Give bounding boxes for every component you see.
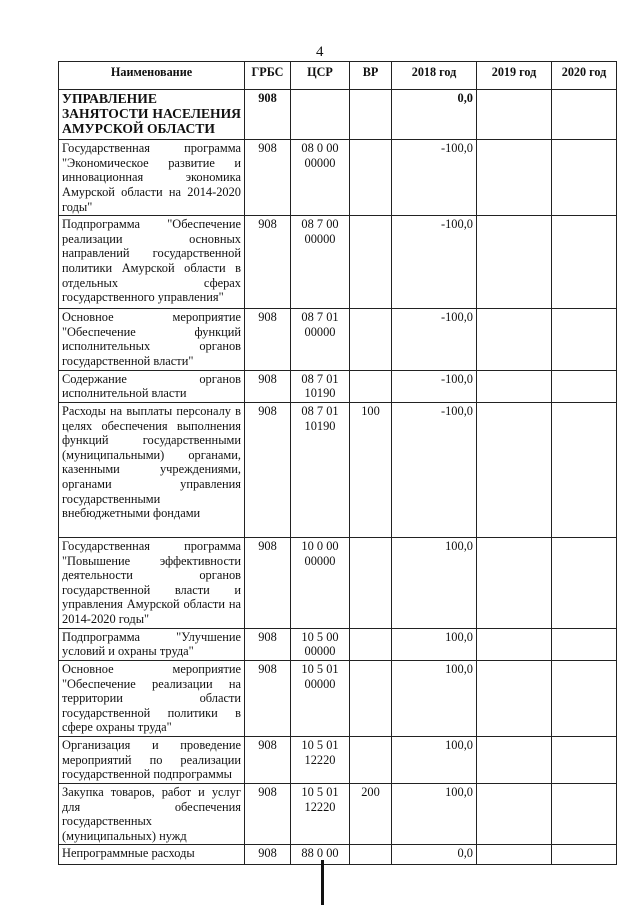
row-name: Организация и проведение мероприятий по реализации государственной подпрограммы <box>59 737 245 784</box>
table-row <box>59 370 617 402</box>
row-2018: 100,0 <box>392 628 477 660</box>
row-2020 <box>552 140 617 216</box>
row-csr: 08 7 01 10190 <box>291 370 350 402</box>
row-2019 <box>477 90 552 140</box>
row-grbs: 908 <box>245 537 291 628</box>
row-vr <box>350 216 392 309</box>
page-number: 4 <box>316 44 324 60</box>
row-grbs: 908 <box>245 628 291 660</box>
row-vr <box>350 660 392 736</box>
row-csr <box>291 90 350 140</box>
row-name: УПРАВЛЕНИЕ ЗАНЯТОСТИ НАСЕЛЕНИЯ АМУРСКОЙ ОБЛАСТИ <box>59 90 245 140</box>
row-2018: 100,0 <box>392 737 477 784</box>
row-vr <box>350 537 392 628</box>
row-name: Основное мероприятие "Обеспечение реализации на территории области государственной политики в сфере охраны труда" <box>59 660 245 736</box>
row-csr: 08 7 01 00000 <box>291 309 350 371</box>
table-row <box>59 537 617 628</box>
row-2019 <box>477 140 552 216</box>
row-grbs: 908 <box>245 370 291 402</box>
row-vr: 200 <box>350 783 392 845</box>
row-vr <box>350 90 392 140</box>
row-name: Основное мероприятие "Обеспечение функций исполнительных органов государственной власти" <box>59 309 245 371</box>
row-name: Закупка товаров, работ и услуг для обеспечения государственных (муниципальных) нужд <box>59 783 245 845</box>
row-2020 <box>552 370 617 402</box>
row-2020 <box>552 216 617 309</box>
row-csr: 10 0 00 00000 <box>291 537 350 628</box>
row-2018: -100,0 <box>392 309 477 371</box>
row-vr <box>350 737 392 784</box>
row-name: Подпрограмма "Обеспечение реализации основных направлений государственной политики Амурской области в отдельных сферах государственного управления" <box>59 216 245 309</box>
row-csr: 88 0 00 <box>291 845 350 865</box>
table-row <box>59 628 617 660</box>
row-2020 <box>552 845 617 865</box>
row-vr <box>350 140 392 216</box>
table-row <box>59 402 617 537</box>
table-row <box>59 90 617 140</box>
row-vr <box>350 370 392 402</box>
row-2018: 100,0 <box>392 660 477 736</box>
row-2019 <box>477 845 552 865</box>
row-vr <box>350 628 392 660</box>
row-csr: 10 5 01 12220 <box>291 737 350 784</box>
row-grbs: 908 <box>245 90 291 140</box>
row-name: Подпрограмма "Улучшение условий и охраны труда" <box>59 628 245 660</box>
row-vr <box>350 845 392 865</box>
row-csr: 10 5 01 12220 <box>291 783 350 845</box>
header-grbs: ГРБС <box>245 62 291 90</box>
row-grbs: 908 <box>245 783 291 845</box>
row-2019 <box>477 628 552 660</box>
header-csr: ЦСР <box>291 62 350 90</box>
row-grbs: 908 <box>245 845 291 865</box>
table-row <box>59 845 617 865</box>
table-row <box>59 737 617 784</box>
row-2020 <box>552 402 617 537</box>
budget-table <box>58 61 617 865</box>
row-name: Государственная программа "Экономическое развитие и инновационная экономика Амурской области на 2014-2020 годы" <box>59 140 245 216</box>
row-2018: 0,0 <box>392 90 477 140</box>
row-2018: -100,0 <box>392 216 477 309</box>
row-2019 <box>477 402 552 537</box>
row-2020 <box>552 660 617 736</box>
row-2019 <box>477 737 552 784</box>
row-2019 <box>477 660 552 736</box>
row-2020 <box>552 628 617 660</box>
row-2018: -100,0 <box>392 140 477 216</box>
row-csr: 08 7 00 00000 <box>291 216 350 309</box>
row-csr: 08 0 00 00000 <box>291 140 350 216</box>
row-grbs: 908 <box>245 309 291 371</box>
row-2019 <box>477 309 552 371</box>
row-2019 <box>477 537 552 628</box>
header-2020: 2020 год <box>552 62 617 90</box>
row-2019 <box>477 216 552 309</box>
header-2018: 2018 год <box>392 62 477 90</box>
row-2020 <box>552 783 617 845</box>
row-name: Расходы на выплаты персоналу в целях обеспечения выполнения функций государственными (муниципальными) органами, казенными учреждениями, органами управления государственными внебюджетными фондами <box>59 402 245 537</box>
row-2020 <box>552 309 617 371</box>
table-row <box>59 783 617 845</box>
row-2018: 100,0 <box>392 783 477 845</box>
row-csr: 10 5 00 00000 <box>291 628 350 660</box>
row-2019 <box>477 370 552 402</box>
header-2019: 2019 год <box>477 62 552 90</box>
row-grbs: 908 <box>245 660 291 736</box>
row-csr: 08 7 01 10190 <box>291 402 350 537</box>
row-name: Государственная программа "Повышение эффективности деятельности органов государственной власти и управления Амурской области на 2014-2020 годы" <box>59 537 245 628</box>
row-2018: -100,0 <box>392 370 477 402</box>
table-row <box>59 660 617 736</box>
row-name: Содержание органов исполнительной власти <box>59 370 245 402</box>
row-grbs: 908 <box>245 402 291 537</box>
row-2018: -100,0 <box>392 402 477 537</box>
row-grbs: 908 <box>245 216 291 309</box>
row-csr: 10 5 01 00000 <box>291 660 350 736</box>
row-2020 <box>552 90 617 140</box>
binder-mark <box>321 860 324 905</box>
table-row <box>59 140 617 216</box>
table-header-row <box>59 62 617 90</box>
row-2020 <box>552 737 617 784</box>
row-2018: 0,0 <box>392 845 477 865</box>
header-vr: ВР <box>350 62 392 90</box>
row-vr: 100 <box>350 402 392 537</box>
header-name: Наименование <box>59 62 245 90</box>
row-2018: 100,0 <box>392 537 477 628</box>
table-row <box>59 309 617 371</box>
row-2020 <box>552 537 617 628</box>
table-row <box>59 216 617 309</box>
row-name: Непрограммные расходы <box>59 845 245 865</box>
row-2019 <box>477 783 552 845</box>
row-vr <box>350 309 392 371</box>
row-grbs: 908 <box>245 737 291 784</box>
row-grbs: 908 <box>245 140 291 216</box>
